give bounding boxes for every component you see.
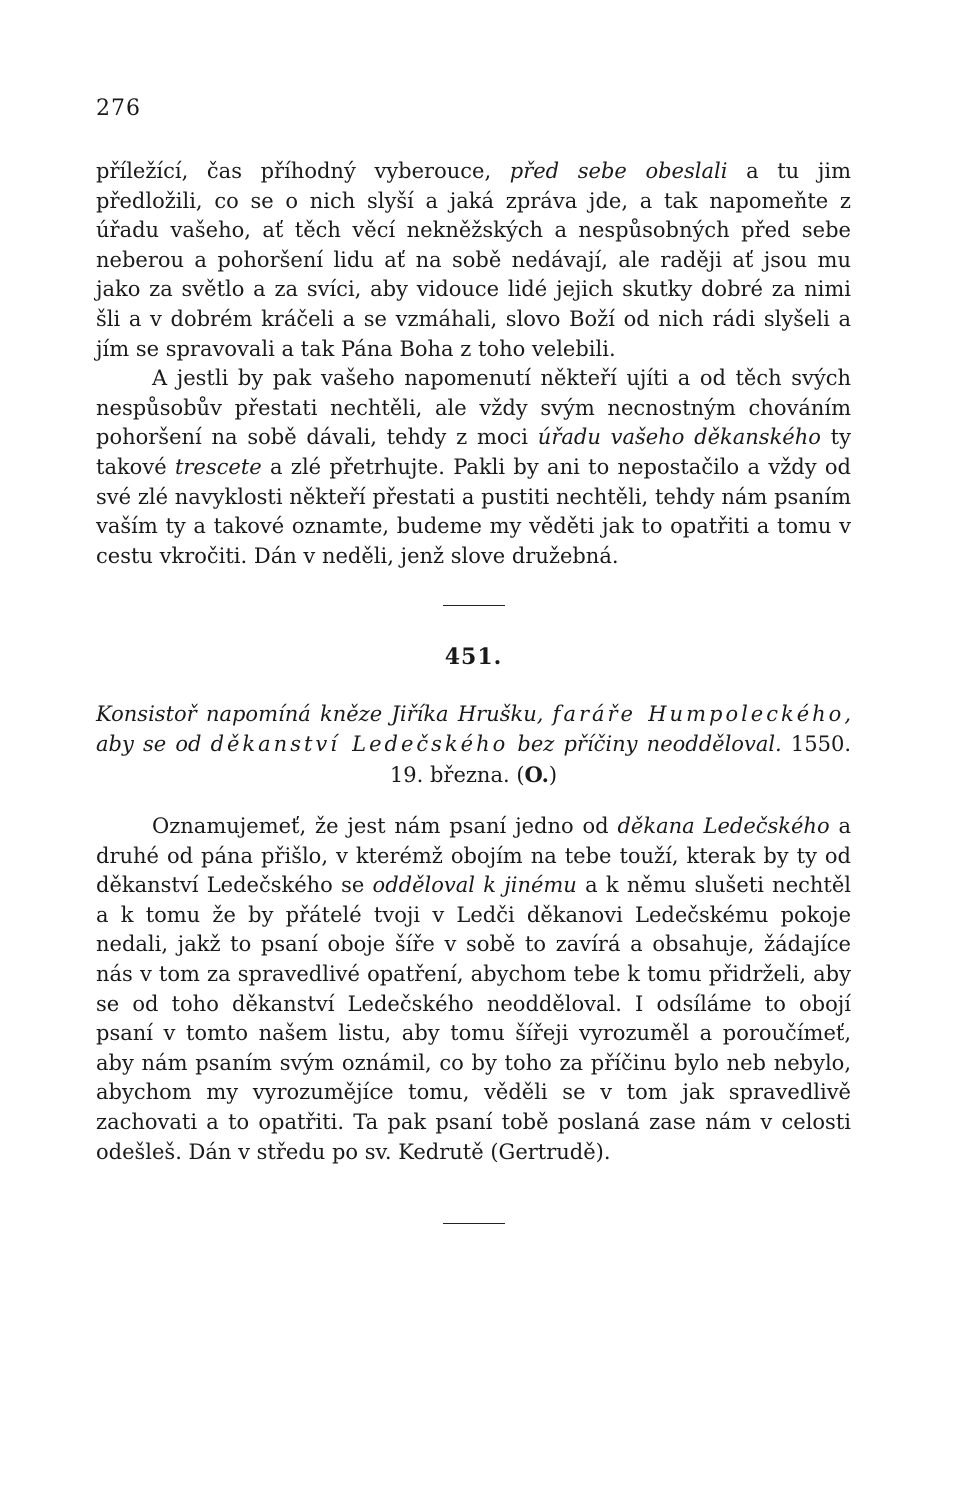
continuation_2-run: a zlé přetrhujte. Pakli by ani to nepostačilo a vždy od své zlé navyklosti někteří přestati a pustiti nechtěli, tehdy nám psaním vaším ty a takové oznamte, budeme my věděti jak to opatřiti a tomu v cestu vkročiti. Dán v neděli, jenž slove družebná. bbox=[96, 454, 851, 568]
continuation_2-run: trescete bbox=[174, 454, 262, 479]
heading-run: 1550. 19. března. ( bbox=[389, 731, 851, 787]
heading-run: děkanství Ledečského bbox=[210, 731, 509, 756]
continuation-run: příležící, čas příhodný vyberouce, bbox=[96, 159, 510, 183]
continuation_2-run: ty takové bbox=[96, 425, 851, 479]
section-divider-top bbox=[443, 605, 505, 606]
heading-run: faráře Humpoleckého bbox=[552, 702, 845, 727]
body-run: a druhé od pána přišlo, v kterémž obojím na tebe touží, kterak by ty od děkanství Ledečského se bbox=[96, 814, 851, 898]
heading-run: bez příčiny neodděloval. bbox=[508, 731, 782, 756]
section-divider-bottom bbox=[443, 1223, 505, 1224]
document-number: 451. bbox=[444, 644, 503, 671]
body-run: odděloval k jinému bbox=[372, 873, 577, 898]
heading-run: ) bbox=[548, 762, 558, 787]
continuation-run: před sebe obeslali bbox=[509, 159, 728, 183]
document-page bbox=[96, 96, 851, 1224]
heading-run: O. bbox=[524, 761, 549, 787]
heading-run: , aby se od bbox=[96, 702, 851, 756]
page-number: 276 bbox=[96, 96, 141, 121]
continuation_2-run: A jestli by pak vašeho napomenutí někteří ujíti a od těch svých nespůsobův přestati nechtěli, ale vždy svým necnostným chováním pohoršení na sobě dávali, tehdy z moci bbox=[96, 366, 851, 450]
document-heading bbox=[96, 700, 851, 790]
continuation-run: a tu jim předložili, co se o nich slyší a jaká zpráva jde, a tak napomeňte z úřadu vašeho, ať těch věcí nekněžských a nespůsobných před sebe neberou a pohoršení lidu ať na sobě nedávají, ale raději ať jsou mu jako za světlo a za svíci, aby vidouce lidé jejich skutky dobré za nimi šli a v dobrém kráčeli a se vzmáhali, slovo Boží od nich rádi slyšeli a jím se spravovali a tak Pána Boha z toho velebili. bbox=[96, 159, 851, 361]
continuation_2-run: úřadu vašeho děkanského bbox=[537, 425, 821, 450]
heading-run: Konsistoř napomíná kněze Jiříka Hrušku, bbox=[96, 702, 553, 727]
body-run: a k němu slušeti nechtěl a k tomu že by přátelé tvoji v Ledči děkanovi Ledečskému pokoje nedali, jakž to psaní oboje šíře v sobě to zavírá a obsahuje, žádajíce nás v tom za spravedlivé opatření, abychom tebe k tomu přidrželi, aby se od toho děkanství Ledečského neodděloval. I odsíláme to obojí psaní v tomto našem listu, aby tomu šířeji vyrozuměl a poroučímeť, aby nám psaním svým oznámil, co by toho za příčinu bylo neb nebylo, abychom my vyrozumějíce tomu, věděli se v tom jak spravedlivě zachovati a to opatřiti. Ta pak psaní tobě poslaná zase nám v celosti odešleš. Dán v středu po sv. Kedrutě (Gertrudě). bbox=[96, 873, 851, 1164]
document-body bbox=[96, 812, 851, 1167]
continuation-paragraph-2 bbox=[96, 364, 851, 571]
body-run: děkana Ledečského bbox=[617, 814, 830, 839]
continuation-paragraph bbox=[96, 157, 851, 364]
body-run: Oznamujemeť, že jest nám psaní jedno od bbox=[152, 814, 618, 839]
